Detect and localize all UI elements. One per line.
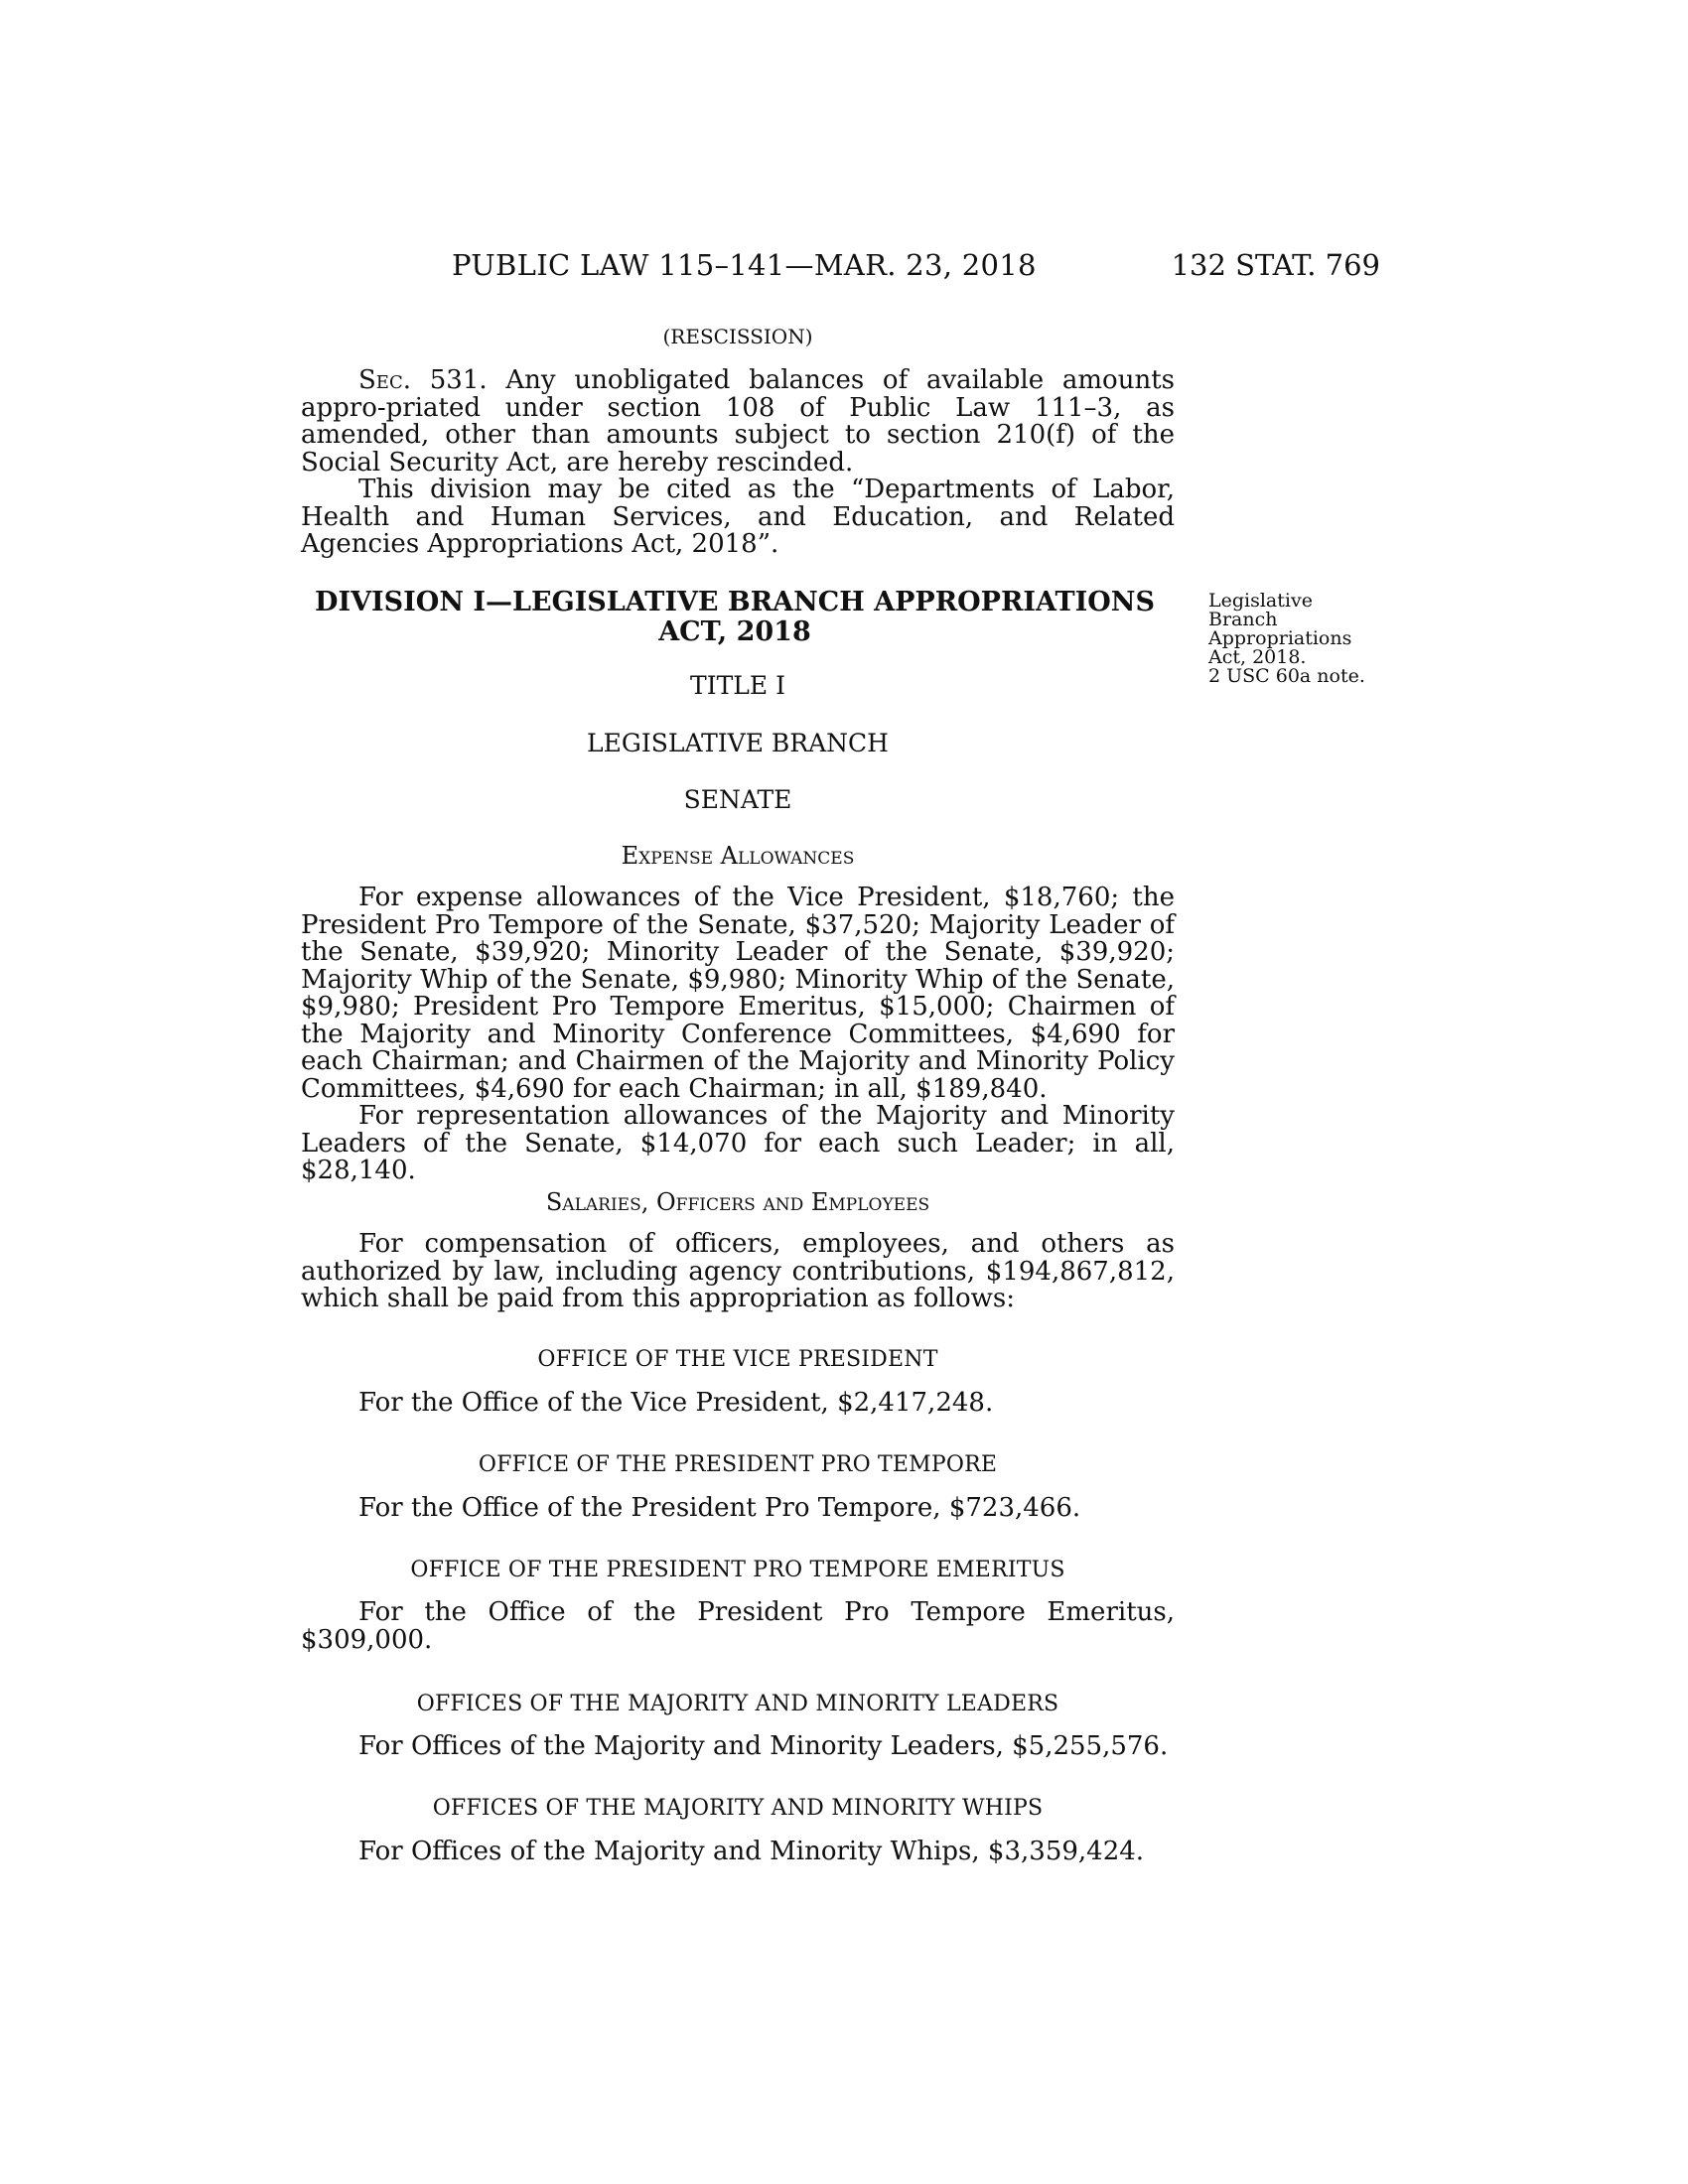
division-title-block: [298, 588, 1172, 647]
representation-paragraph: For representation allowances of the Majority and Minority Leaders of the Senate, $14,070 for each such Leader; in all, $28,140.: [301, 1101, 1175, 1185]
office-heading: OFFICE OF THE VICE PRESIDENT: [537, 1347, 938, 1372]
section-text-first: Any unobligated balances of available amounts appro-: [301, 365, 1175, 423]
office-heading: OFFICE OF THE PRESIDENT PRO TEMPORE: [478, 1452, 998, 1477]
division-title-line2: ACT, 2018: [658, 616, 811, 647]
margin-note: [1208, 592, 1407, 686]
office-block: [301, 1692, 1175, 1716]
margin-note-line: 2 USC 60a note.: [1208, 665, 1365, 687]
title-i: [301, 671, 1175, 700]
office-heading: OFFICES OF THE MAJORITY AND MINORITY WHIPS: [432, 1796, 1044, 1821]
expense-allowances-heading-block: [301, 842, 1175, 870]
margin-note-line: Act, 2018.: [1208, 646, 1307, 668]
office-block: [301, 1796, 1175, 1821]
senate-heading-block: [301, 785, 1175, 814]
expense-allowances-text: [301, 885, 1175, 1185]
office-text: For Offices of the Majority and Minority Whips, $3,359,424.: [358, 1837, 1145, 1866]
rescission-section: [301, 325, 1175, 348]
office-text: For the Office of the President Pro Tempore Emeritus, $309,000.: [301, 1597, 1175, 1655]
office-block: [301, 1452, 1175, 1477]
expense-paragraph: For expense allowances of the Vice President, $18,760; the President Pro Tempore of the Senate, $37,520; Majority Leader of the Senate, $39,920; Minority Leader of the Senate, $39,920; Majority Whip of the Senate, $9,980; Minority Whip of the Senate, $9,980; President Pro Tempore Emeritus, $15,000; Chairmen of the Majority and Minority Conference Committees, $4,690 for each Chairman; and Chairmen of the Majority and Minority Policy Committees, $4,690 for each Chairman; in all, $189,840.: [301, 883, 1175, 1104]
office-block: [301, 1839, 1175, 1866]
section-531-text: [301, 367, 1175, 477]
office-text: For the Office of the Vice President, $2,417,248.: [358, 1388, 994, 1418]
office-block: [301, 1599, 1175, 1654]
title-i-heading: TITLE I: [690, 671, 785, 700]
citation-paragraph: This division may be cited as the “Departments of Labor, Health and Human Services, and Education, and Related Agencies Appropriations Act, 2018”.: [301, 475, 1175, 559]
section-text-rest: priated under section 108 of Public Law 111–3, as amended, other than amounts subject to section 210(f) of the Social Security Act, are hereby rescinded.: [301, 392, 1175, 478]
salaries-heading-block: [301, 1188, 1175, 1216]
salaries-paragraph: For compensation of officers, employees, and others as authorized by law, including agency contributions, $194,867,812, which shall be paid from this appropriation as follows:: [301, 1229, 1175, 1313]
branch-heading: LEGISLATIVE BRANCH: [587, 729, 889, 757]
salaries-text: [301, 1231, 1175, 1313]
office-block: [301, 1390, 1175, 1418]
rescission-heading: (RESCISSION): [662, 325, 813, 348]
section-label: Sec. 531.: [358, 365, 488, 395]
page-citation: 132 STAT. 769: [1171, 248, 1380, 282]
office-heading: OFFICES OF THE MAJORITY AND MINORITY LEADERS: [416, 1692, 1059, 1716]
margin-note-line: Appropriations: [1208, 627, 1352, 649]
office-text: For Offices of the Majority and Minority Leaders, $5,255,576.: [358, 1731, 1169, 1761]
division-title-line1: DIVISION I—LEGISLATIVE BRANCH APPROPRIATIONS: [315, 587, 1155, 617]
office-block: [301, 1558, 1175, 1582]
office-block: [301, 1733, 1175, 1761]
margin-note-line: Legislative: [1208, 590, 1313, 612]
section-531: [301, 367, 1175, 559]
salaries-heading: Salaries, Officers and Employees: [545, 1188, 930, 1216]
branch-heading-block: [301, 729, 1175, 757]
expense-allowances-heading: Expense Allowances: [621, 842, 855, 870]
running-header-left: PUBLIC LAW 115–141—MAR. 23, 2018: [452, 248, 1037, 282]
office-block: [301, 1495, 1175, 1523]
margin-note-line: Branch: [1208, 609, 1278, 630]
office-text: For the Office of the President Pro Tempore, $723,466.: [358, 1493, 1081, 1523]
office-heading: OFFICE OF THE PRESIDENT PRO TEMPORE EMERITUS: [410, 1558, 1065, 1582]
office-block: [301, 1347, 1175, 1372]
senate-heading: SENATE: [683, 785, 792, 814]
